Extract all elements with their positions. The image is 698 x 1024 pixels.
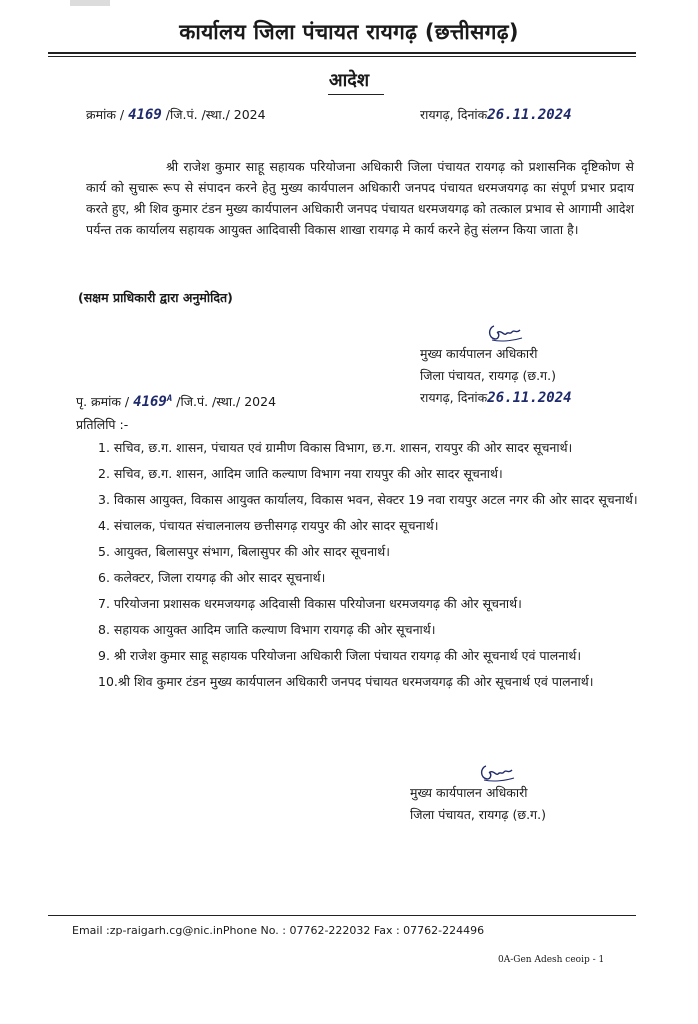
list-item: 1. सचिव, छ.ग. शासन, पंचायत एवं ग्रामीण विकास विभाग, छ.ग. शासन, रायपुर की ओर सादर सूचनार्थ। [98, 440, 573, 455]
endorsement-ref-number: 4169 [133, 394, 167, 410]
list-item: 8. सहायक आयुक्त आदिम जाति कल्याण विभाग रायगढ़ की ओर सूचनार्थ। [98, 622, 436, 637]
list-item: 5. आयुक्त, बिलासपुर संभाग, बिलासुपर की ओर सादर सूचनार्थ। [98, 544, 390, 559]
list-item: 7. परियोजना प्रशासक धरमजयगढ़ अदिवासी विकास परियोजना धरमजयगढ़ की ओर सूचनार्थ। [98, 596, 522, 611]
signature-block-2 [410, 782, 546, 826]
signatory-office-1: जिला पंचायत, रायगढ़ (छ.ग.) [420, 368, 556, 383]
signature-block-1 [420, 343, 572, 409]
form-code: 0A-Gen Adesh ceoip - 1 [498, 955, 605, 965]
footer-contact: Email :zp-raigarh.cg@nic.inPhone No. : 07762-222032 Fax : 07762-224496 [72, 924, 485, 937]
order-date: 26.11.2024 [487, 107, 572, 123]
approval-note: (सक्षम प्राधिकारी द्वारा अनुमोदित) [78, 290, 233, 305]
endorsement-ref-suffix: /जि.पं. /स्था./ 2024 [176, 394, 277, 409]
signatory-designation-1: मुख्य कार्यपालन अधिकारी [420, 346, 538, 361]
copy-distribution-list [98, 437, 638, 697]
order-heading: आदेश [328, 70, 370, 91]
endorsement-ref-superscript: A [166, 393, 173, 404]
list-item: 10.श्री शिव कुमार टंडन मुख्य कार्यपालन अधिकारी जनपद पंचायत धरमजयगढ़ की ओर सूचनार्थ एवं पालनार्थ। [98, 674, 594, 689]
list-item: 6. कलेक्टर, जिला रायगढ़ की ओर सादर सूचनार्थ। [98, 570, 326, 585]
scan-corner-mark [70, 0, 110, 6]
order-heading-underline [328, 94, 384, 95]
header-divider-thin [48, 56, 636, 57]
order-ref-suffix: /जि.पं. /स्था./ 2024 [165, 107, 266, 122]
copy-to-label: प्रतिलिपि :- [76, 417, 129, 432]
endorsement-ref-prefix: पृ. क्रमांक / [76, 394, 130, 409]
order-ref-prefix: क्रमांक / [86, 107, 125, 122]
order-place-date [420, 106, 572, 123]
list-item: 9. श्री राजेश कुमार साहू सहायक परियोजना अधिकारी जिला पंचायत रायगढ़ की ओर सूचनार्थ एवं पालनार्थ। [98, 648, 582, 663]
list-item: 4. संचालक, पंचायत संचालनालय छत्तीसगढ़ रायपुर की ओर सादर सूचनार्थ। [98, 518, 439, 533]
list-item: 2. सचिव, छ.ग. शासन, आदिम जाति कल्याण विभाग नया रायपुर की ओर सादर सूचनार्थ। [98, 466, 503, 481]
list-item: 3. विकास आयुक्त, विकास आयुक्त कार्यालय, विकास भवन, सेक्टर 19 नवा रायपुर अटल नगर की ओर सादर सूचनार्थ। [98, 492, 638, 507]
order-ref-number: 4169 [128, 107, 162, 123]
office-title: कार्यालय जिला पंचायत रायगढ़ (छत्तीसगढ़) [179, 20, 519, 44]
signatory-designation-2: मुख्य कार्यपालन अधिकारी [410, 785, 528, 800]
order-body-paragraph: श्री राजेश कुमार साहू सहायक परियोजना अधिकारी जिला पंचायत रायगढ़ को प्रशासनिक दृष्टिकोण से कार्य को सुचारू रूप से संपादन करने हेतु मुख्य कार्यपालन अधिकारी जनपद पंचायत धरमजयगढ़ का संपूर्ण प्रभार प्रदाय करते हुए, श्री शिव कुमार टंडन मुख्य कार्यपालन अधिकारी जनपद पंचायत धरमजयगढ़ को तत्काल प्रभाव से आगामी आदेश पर्यन्त तक कार्यालय सहायक आयुक्त आदिवासी विकास शाखा रायगढ़ मे कार्य करने हेतु संलग्न किया जाता है। [86, 159, 634, 237]
signatory-place-date-1 [420, 387, 572, 409]
footer-divider [48, 915, 636, 916]
signatory-office-2: जिला पंचायत, रायगढ़ (छ.ग.) [410, 807, 546, 822]
signatory-place-date-label-1: रायगढ़, दिनांक [420, 390, 488, 405]
order-reference [86, 106, 266, 123]
endorsement-reference [76, 393, 276, 410]
order-place-date-label: रायगढ़, दिनांक [420, 107, 488, 122]
signatory-date-1: 26.11.2024 [487, 390, 572, 406]
header-divider [48, 52, 636, 54]
